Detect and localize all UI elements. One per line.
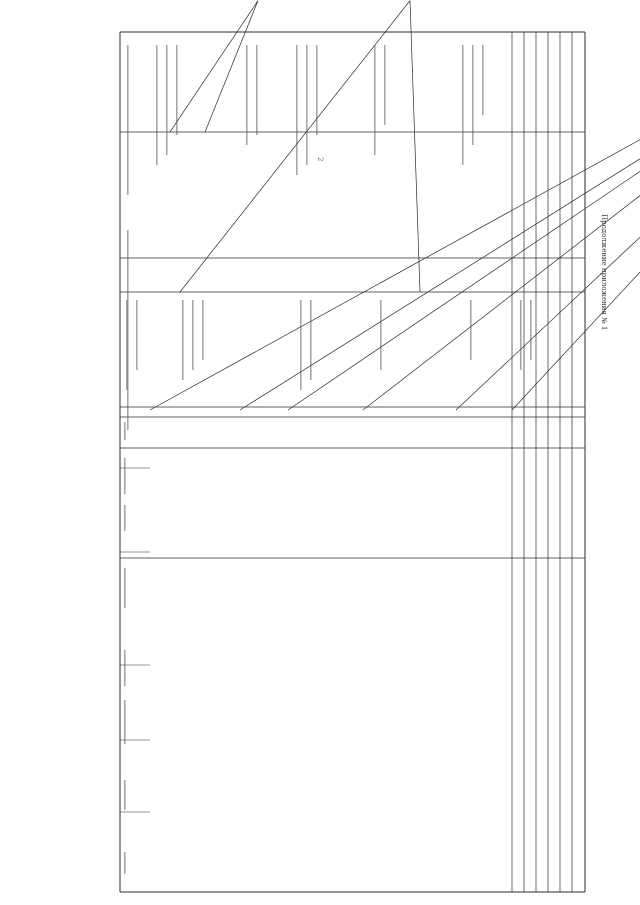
page-mark: 2 bbox=[316, 157, 324, 162]
appendix-caption: Продолжение приложения № 1 bbox=[600, 214, 608, 331]
illegible-print bbox=[124, 45, 532, 874]
data-table bbox=[120, 1, 640, 892]
